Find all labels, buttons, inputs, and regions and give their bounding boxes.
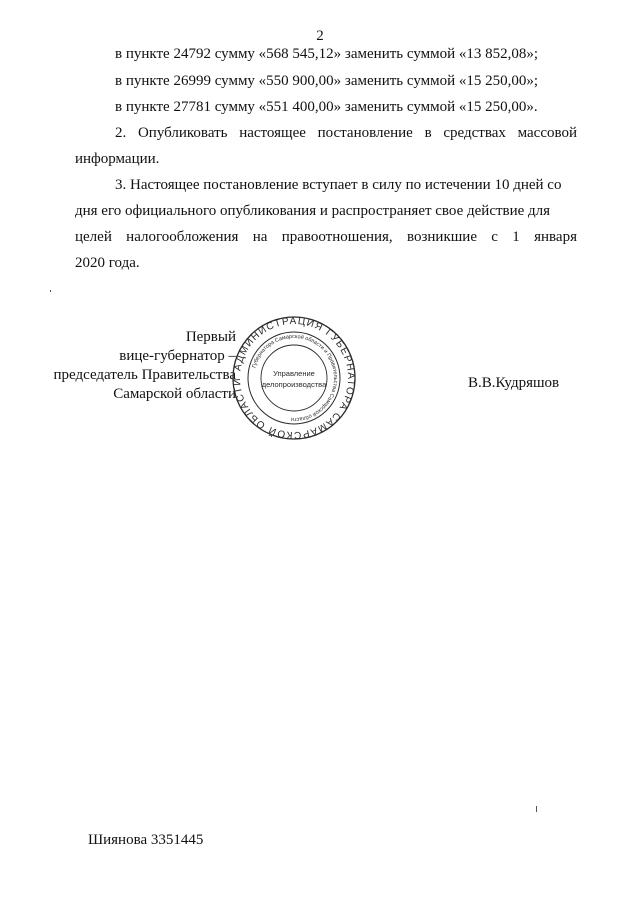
word: возникшие	[407, 229, 477, 245]
scan-speck	[50, 290, 51, 292]
word: массовой	[517, 125, 577, 141]
item-2-line-2: информации.	[75, 151, 160, 167]
item-3-line-4: 2020 года.	[75, 255, 140, 271]
item-3-line-1: 3. Настоящее постановление вступает в силу по истечении 10 дней со	[115, 177, 562, 193]
stamp-center-text-2: делопроизводства	[261, 380, 327, 389]
item-3-line-3	[75, 229, 577, 246]
stamp-outer-text: АДМИНИСТРАЦИЯ ГУБЕРНАТОРА САМАРСКОЙ ОБЛАСТИ	[232, 316, 356, 440]
signatory-title-line: Первый	[185, 329, 236, 345]
word: Опубликовать	[137, 125, 228, 141]
word: средствах	[443, 125, 506, 141]
item-2-line-1	[115, 125, 577, 142]
word: января	[534, 229, 577, 245]
scan-speck	[536, 806, 537, 812]
signatory-title	[6, 328, 236, 404]
word: 1	[512, 229, 520, 245]
signatory-title-line: вице-губернатор –	[119, 348, 236, 364]
stamp-center-ring	[261, 345, 327, 411]
word: на	[252, 229, 268, 245]
replacement-line-1: в пункте 24792 сумму «568 545,12» заменить суммой «13 852,08»;	[115, 46, 539, 62]
word: целей	[75, 229, 112, 245]
word: 2.	[115, 125, 127, 141]
stamp-inner-text: Губернатора Самарской области и Правительства Самарской области	[251, 333, 339, 423]
word: в	[424, 125, 432, 141]
official-stamp	[232, 316, 356, 440]
word: с	[491, 229, 498, 245]
executor-footer: Шиянова 3351445	[88, 832, 204, 848]
page-number: 2	[316, 28, 324, 44]
word: налогообложения	[126, 229, 239, 245]
stamp-center-text-1: Управление	[273, 369, 315, 378]
word: постановление	[317, 125, 413, 141]
item-3-line-2: дня его официального опубликования и распространяет свое действие для	[75, 203, 551, 219]
replacement-line-3: в пункте 27781 сумму «551 400,00» заменить суммой «15 250,00».	[115, 99, 538, 115]
replacement-line-2: в пункте 26999 сумму «550 900,00» заменить суммой «15 250,00»;	[115, 73, 539, 89]
word: настоящее	[239, 125, 306, 141]
signatory-title-line: председатель Правительства	[53, 367, 236, 383]
stamp-inner-ring	[248, 332, 340, 424]
signatory-title-line: Самарской области	[113, 386, 236, 402]
signatory-name: В.В.Кудряшов	[468, 375, 560, 391]
word: правоотношения,	[281, 229, 393, 245]
